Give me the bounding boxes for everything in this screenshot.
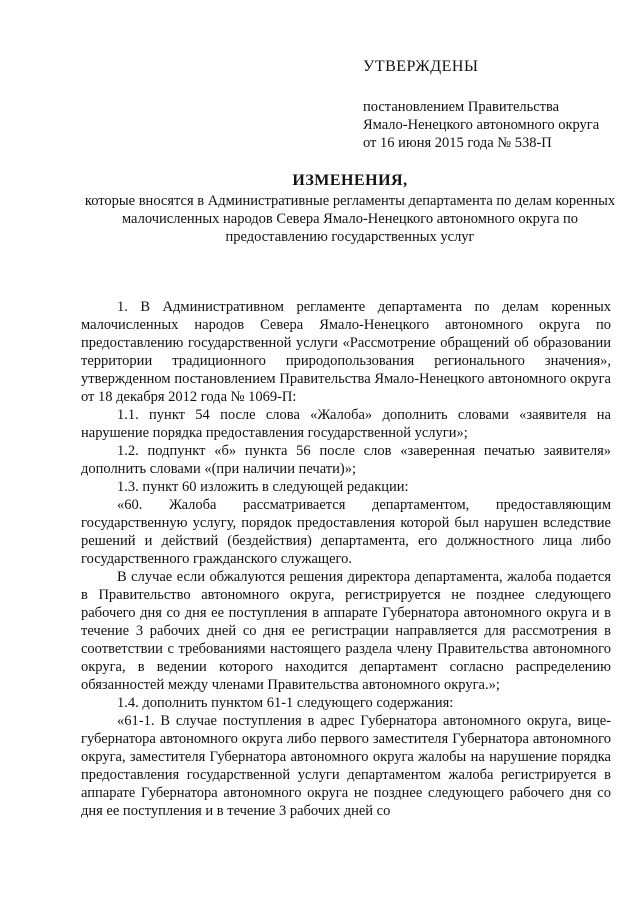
paragraph-1-4: 1.4. дополнить пунктом 61-1 следующего содержания:	[117, 695, 454, 711]
paragraph-1-2: 1.2. подпункт «б» пункта 56 после слов «заверенная печатью заявителя» дополнить словами «(при наличии печати)»;	[81, 443, 611, 477]
paragraph-clause-60: «60. Жалоба рассматривается департаментом, предоставляющим государственную услугу, порядок предоставления которой был нарушен вследствие решений и действий (бездействия) департамента, его должностного лица либо государственного гражданского служащего.	[81, 497, 611, 567]
document-title: ИЗМЕНЕНИЯ,	[292, 172, 408, 189]
paragraph-clause-61-1: «61-1. В случае поступления в адрес Губернатора автономного округа, вице-губернатора автономного округа либо первого заместителя Губернатора автономного округа, заместителя Губернатора автономного округа жалобы на нарушение порядка предоставления государственной услуги департаментом жалоба регистрируется в аппарате Губернатора автономного округа не позднее следующего рабочего дня со дня ее поступления и в течение 3 рабочих дней со	[81, 713, 611, 819]
paragraph-clause-60-cont: В случае если обжалуются решения директора департамента, жалоба подается в Правительство автономного округа, регистрируется не позднее следующего рабочего дня со дня ее поступления в аппарате Губернатора автономного округа и в течение 3 рабочих дней со дня ее регистрации направляется для рассмотрения в соответствии с требованиями настоящего раздела члену Правительства автономного округа, в ведении которого находится департамент согласно распределению обязанностей между членами Правительства автономного округа.»;	[81, 569, 611, 693]
paragraph-1: 1. В Административном регламенте департамента по делам коренных малочисленных народов Севера Ямало-Ненецкого автономного округа по предоставлению государственной услуги «Рассмотрение обращений об образовании территории традиционного природопользования регионального значения», утвержденном постановлением Правительства Ямало-Ненецкого автономного округа от 18 декабря 2012 года № 1069-П:	[81, 299, 611, 405]
approval-title: УТВЕРЖДЕНЫ	[363, 58, 479, 75]
approval-line-1: постановлением Правительства	[363, 99, 560, 115]
approval-line-2: Ямало-Ненецкого автономного округа	[363, 117, 600, 133]
paragraph-1-3: 1.3. пункт 60 изложить в следующей редакции:	[117, 479, 409, 495]
paragraph-1-1: 1.1. пункт 54 после слова «Жалоба» дополнить словами «заявителя на нарушение порядка предоставления государственной услуги»;	[81, 407, 611, 441]
document-heading	[80, 172, 620, 246]
approval-block	[363, 58, 623, 152]
document-body	[81, 298, 611, 820]
document-subtitle: которые вносятся в Административные регламенты департамента по делам коренных малочисленных народов Севера Ямало-Ненецкого автономного округа по предоставлению государственных услуг	[84, 193, 616, 245]
approval-line-3: от 16 июня 2015 года № 538-П	[363, 135, 552, 151]
